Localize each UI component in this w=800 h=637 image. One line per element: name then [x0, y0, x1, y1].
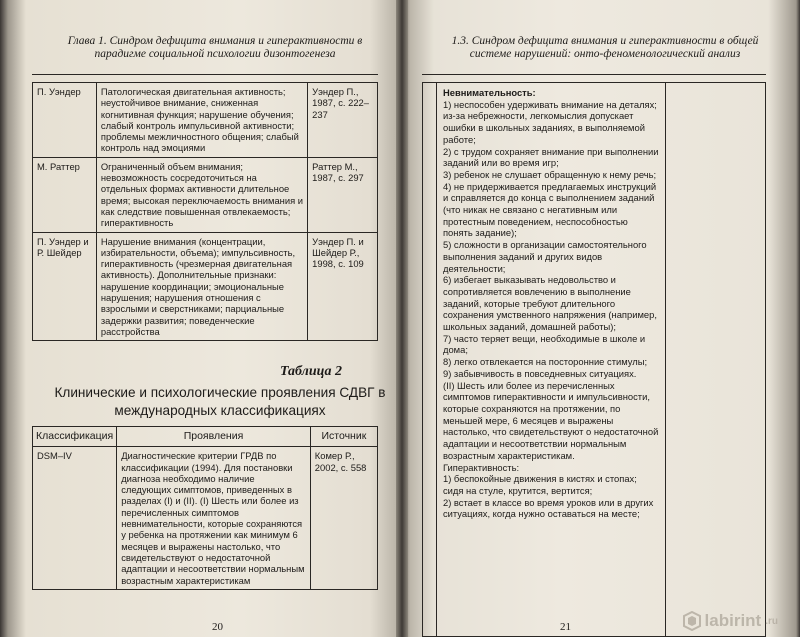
- page-number: 21: [560, 621, 571, 633]
- table-row: [33, 232, 378, 341]
- watermark-text: labirint: [704, 611, 762, 630]
- header-rule: [32, 74, 378, 75]
- section-heading: Гиперактивность:: [442, 461, 520, 473]
- table-label: Таблица 2: [280, 364, 342, 379]
- list-item: 6) избегает выказывать недовольство и сопротивляется вовлечению в выполнение заданий, которые требуют длительного сохранения умственного напряжения (например, школьных заданий, домашней работы);: [442, 274, 657, 333]
- list-item: 3) ребенок не слушает обращенную к нему речь;: [442, 168, 657, 180]
- table-row: [33, 157, 378, 232]
- table-row: [423, 83, 766, 637]
- page-number: 20: [212, 621, 223, 633]
- source-cell: Уэндер П. и Шейдер Р., 1998, с. 109: [308, 232, 378, 341]
- classification-cell: DSM–IV: [33, 447, 117, 590]
- list-item: 7) часто теряет вещи, необходимые в школе и дома;: [442, 332, 646, 356]
- empty-cell: [423, 83, 437, 637]
- book-gutter: [396, 0, 408, 637]
- authors-table: [32, 82, 378, 341]
- right-running-head: 1.3. Синдром дефицита внимания и гиперактивности в общей системе нарушений: онто-феноменологический анализ: [451, 35, 759, 60]
- source-cell: Уэндер П., 1987, с. 222–237: [308, 83, 378, 158]
- list-item: 1) неспособен удерживать внимание на деталях; из-за небрежности, легкомыслия допускает ошибки в школьных заданиях, в выполняемой работе;: [442, 98, 657, 145]
- list-item: 4) не придерживается предлагаемых инструкций и справляется до конца с выполнением заданий (что никак не связано с негативным или протестным поведением, неспособностью понять задание);: [442, 180, 657, 239]
- author-cell: М. Раттер: [33, 157, 97, 232]
- author-cell: П. Уэндер: [33, 83, 97, 158]
- source-cell: Комер Р., 2002, с. 558: [310, 447, 377, 590]
- labirint-logo-icon: [683, 611, 701, 631]
- table-header-row: [33, 427, 378, 447]
- continued-table: [422, 82, 766, 637]
- list-item: 9) забывчивость в повседневных ситуациях.: [442, 367, 637, 379]
- source-cell: Раттер М., 1987, с. 297: [308, 157, 378, 232]
- left-running-head: Глава 1. Синдром дефицита внимания и гиперактивности в парадигме социальной психологии дизонтогенеза: [67, 35, 363, 60]
- description-cell: Нарушение внимания (концентрации, избирательности, объема); импульсивность, гиперактивность (чрезмерная двигательная активность). Дополнительные признаки: нарушение координации; эмоциональные нарушения; нарушения отношения с взрослыми и сверстниками; парциальные задержки развития; поведенческие расстройства: [96, 232, 307, 341]
- column-header: Источник: [310, 427, 377, 447]
- list-item: 8) легко отвлекается на посторонние стимулы;: [442, 356, 648, 368]
- table-title: Клинические и психологические проявления СДВГ в международных классификациях: [54, 385, 386, 418]
- list-item: 1) беспокойные движения в кистях и стопах; сидя на стуле, крутится, вертится;: [442, 473, 637, 496]
- column-header: Классификация: [33, 427, 117, 447]
- symptoms-cell: [436, 83, 665, 637]
- description-cell: Патологическая двигательная активность; неустойчивое внимание, сниженная когнитивная функция; нарушение обучения; слабый контроль импульсивной активности; проблемы межличностного общения; слабый контроль над эмоциями: [96, 83, 307, 158]
- header-rule: [422, 74, 766, 75]
- author-cell: П. Уэндер и Р. Шейдер: [33, 232, 97, 341]
- watermark-domain: .ru: [765, 615, 778, 627]
- right-page: [402, 0, 800, 637]
- classification-table: [32, 426, 378, 590]
- table-row: [33, 83, 378, 158]
- list-item: 2) с трудом сохраняет внимание при выполнении заданий или во время игр;: [442, 145, 659, 169]
- section-heading: Невнимательность:: [442, 87, 536, 98]
- list-item: 5) сложности в организации самостоятельного выполнения заданий и других видов деятельности;: [442, 239, 647, 274]
- column-header: Проявления: [117, 427, 311, 447]
- empty-source-cell: [666, 83, 766, 637]
- list-item: 2) встает в классе во время уроков или в других ситуациях, когда нужно оставаться на месте;: [442, 496, 654, 520]
- watermark: [683, 611, 778, 631]
- list-item: (II) Шесть или более из перечисленных симптомов гиперактивности и импульсивности, которые сохраняются на протяжении, по меньшей мере, 6 месяцев и выражены настолько, что свидетельствуют о недостаточной адаптации и несоответствии нормальным возрастным характеристикам.: [442, 379, 659, 461]
- description-cell: Ограниченный объем внимания; невозможность сосредоточиться на отдельных формах активности длительное время; высокая переключаемость внимания и как следствие повышенная отвлекаемость; гиперактивность: [96, 157, 307, 232]
- manifestations-cell: Диагностические критерии ГРДВ по классификации (1994). Для постановки диагноза необходимо наличие следующих симптомов, приведенных в разделах (I) и (II). (I) Шесть или более из перечисленных симптомов невнимательности, которые сохраняются у ребенка на протяжении как минимум 6 месяцев и выражены настолько, что свидетельствуют о недостаточной адаптации и несоответствии нормальным возрастным характеристикам: [117, 447, 311, 590]
- table-row: [33, 447, 378, 590]
